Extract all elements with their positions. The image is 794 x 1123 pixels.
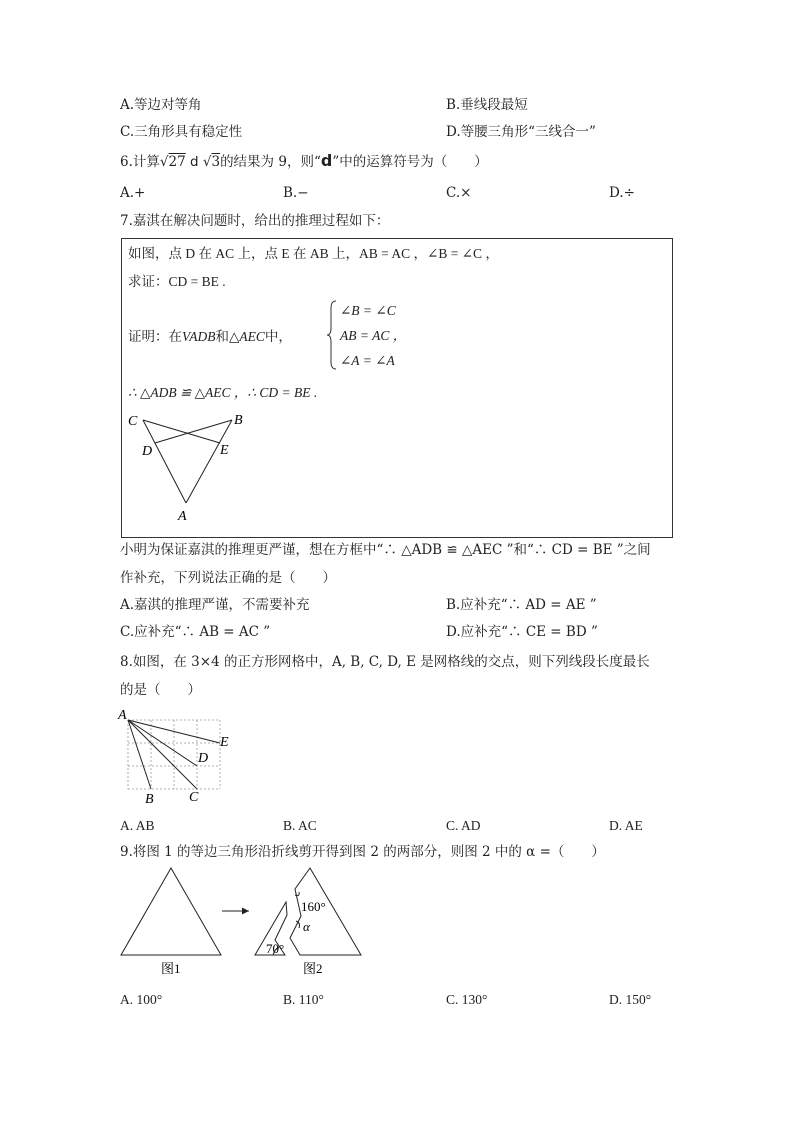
q8-option-a: A. AB	[120, 818, 155, 833]
label-D: D	[198, 751, 209, 766]
q8-option-d: D. AE	[609, 818, 643, 833]
label-B: B	[145, 792, 154, 806]
angle-alpha-label: α	[303, 919, 310, 934]
q6-radicand-2: 3	[211, 154, 221, 170]
label-E: E	[220, 443, 229, 458]
q8-stem-line2: 的是（ ）	[120, 682, 201, 698]
q8-grid-figure	[116, 704, 246, 806]
q7-figure	[120, 405, 270, 525]
sqrt-symbol: √	[202, 154, 212, 170]
q6-stem-prefix: 6.计算	[120, 154, 160, 170]
angle-70-label: 70°	[266, 941, 285, 956]
q9-option-d: D. 150°	[609, 992, 652, 1007]
q9-stem: 9.将图 1 的等边三角形沿折线剪开得到图 2 的两部分，则图 2 中的 α =（ ）	[120, 844, 605, 860]
q6-option-b: B.−	[283, 185, 309, 201]
q6-option-c: C.×	[446, 185, 472, 201]
q7-follow-line1: 小明为保证嘉淇的推理更严谨，想在方框中“∴ △ADB ≌ △AEC ”和“∴ CD = BE ”之间	[120, 542, 651, 558]
q6-operator-quoted: d	[320, 151, 333, 170]
q8-stem-line1: 8.如图，在 3×4 的正方形网格中，A, B, C, D, E 是网格线的交点，则下列线段长度最长	[120, 654, 650, 670]
left-brace-icon	[327, 300, 337, 370]
figure1-caption: 图1	[161, 961, 181, 976]
label-D: D	[142, 444, 153, 459]
q5-option-d: D.等腰三角形“三线合一”	[446, 124, 596, 140]
q8-option-c: C. AD	[446, 818, 481, 833]
sqrt-symbol: √	[159, 154, 169, 170]
arrow-head-icon	[242, 908, 249, 915]
angle-160-label: 160°	[301, 899, 326, 914]
label-B: B	[234, 413, 243, 428]
q9-option-b: B. 110°	[283, 992, 324, 1007]
q7-stem: 7.嘉淇在解决问题时，给出的推理过程如下：	[120, 213, 390, 229]
q6-stem-suffix: ”中的运算符号为（ ）	[332, 154, 488, 170]
q7-condition-3: ∠A = ∠A	[340, 353, 395, 368]
q5-option-c: C.三角形具有稳定性	[120, 124, 243, 140]
q7-proof-prefix: 证明：在	[128, 329, 182, 345]
label-E: E	[220, 735, 229, 750]
q7-proof-triangle-1: VADB	[182, 329, 216, 344]
q7-option-b: B.应补充“∴ AD = AE ”	[446, 597, 597, 613]
q9-figures	[115, 865, 375, 983]
q7-proof-line	[128, 328, 292, 346]
label-A: A	[118, 708, 127, 723]
q7-option-d: D.应补充“∴ CE = BD ”	[446, 624, 598, 640]
figure2-caption: 图2	[303, 961, 323, 976]
q6-radicand-1: 27	[168, 154, 186, 170]
q9-option-a: A. 100°	[120, 992, 163, 1007]
figure1-triangle	[121, 868, 221, 955]
q7-option-a: A.嘉淇的推理严谨，不需要补充	[120, 597, 310, 613]
q7-box-line1: 如图，点 D 在 AC 上，点 E 在 AB 上，AB = AC ，∠B = ∠C ，	[128, 246, 499, 261]
q6-stem-mid: 的结果为 9，则“	[220, 154, 321, 170]
q9-option-c: C. 130°	[446, 992, 488, 1007]
q7-box-line2: 求证：CD = BE .	[128, 274, 226, 289]
q7-option-c: C.应补充“∴ AB = AC ”	[120, 624, 271, 640]
q6-option-a: A.+	[120, 185, 146, 201]
q7-proof-triangle-2: △AEC	[229, 329, 265, 344]
q7-condition-1: ∠B = ∠C	[340, 303, 396, 318]
q8-option-b: B. AC	[283, 818, 317, 833]
label-A: A	[178, 509, 187, 524]
q7-follow-line2: 作补充，下列说法正确的是（ ）	[120, 570, 336, 586]
label-C: C	[128, 414, 138, 429]
q5-option-a: A.等边对等角	[120, 97, 202, 113]
q6-stem	[120, 152, 488, 171]
q6-option-d: D.÷	[609, 185, 635, 201]
q7-condition-2: AB = AC ，	[340, 328, 407, 343]
q6-operator: d	[189, 154, 199, 170]
q7-proof-in: 中，	[264, 329, 292, 345]
q7-proof-and: 和	[215, 329, 229, 345]
label-C: C	[189, 790, 199, 805]
q7-conclusion: ∴ △ADB ≌ △AEC ，∴ CD = BE .	[128, 385, 318, 400]
q5-option-b: B.垂线段最短	[446, 97, 528, 113]
